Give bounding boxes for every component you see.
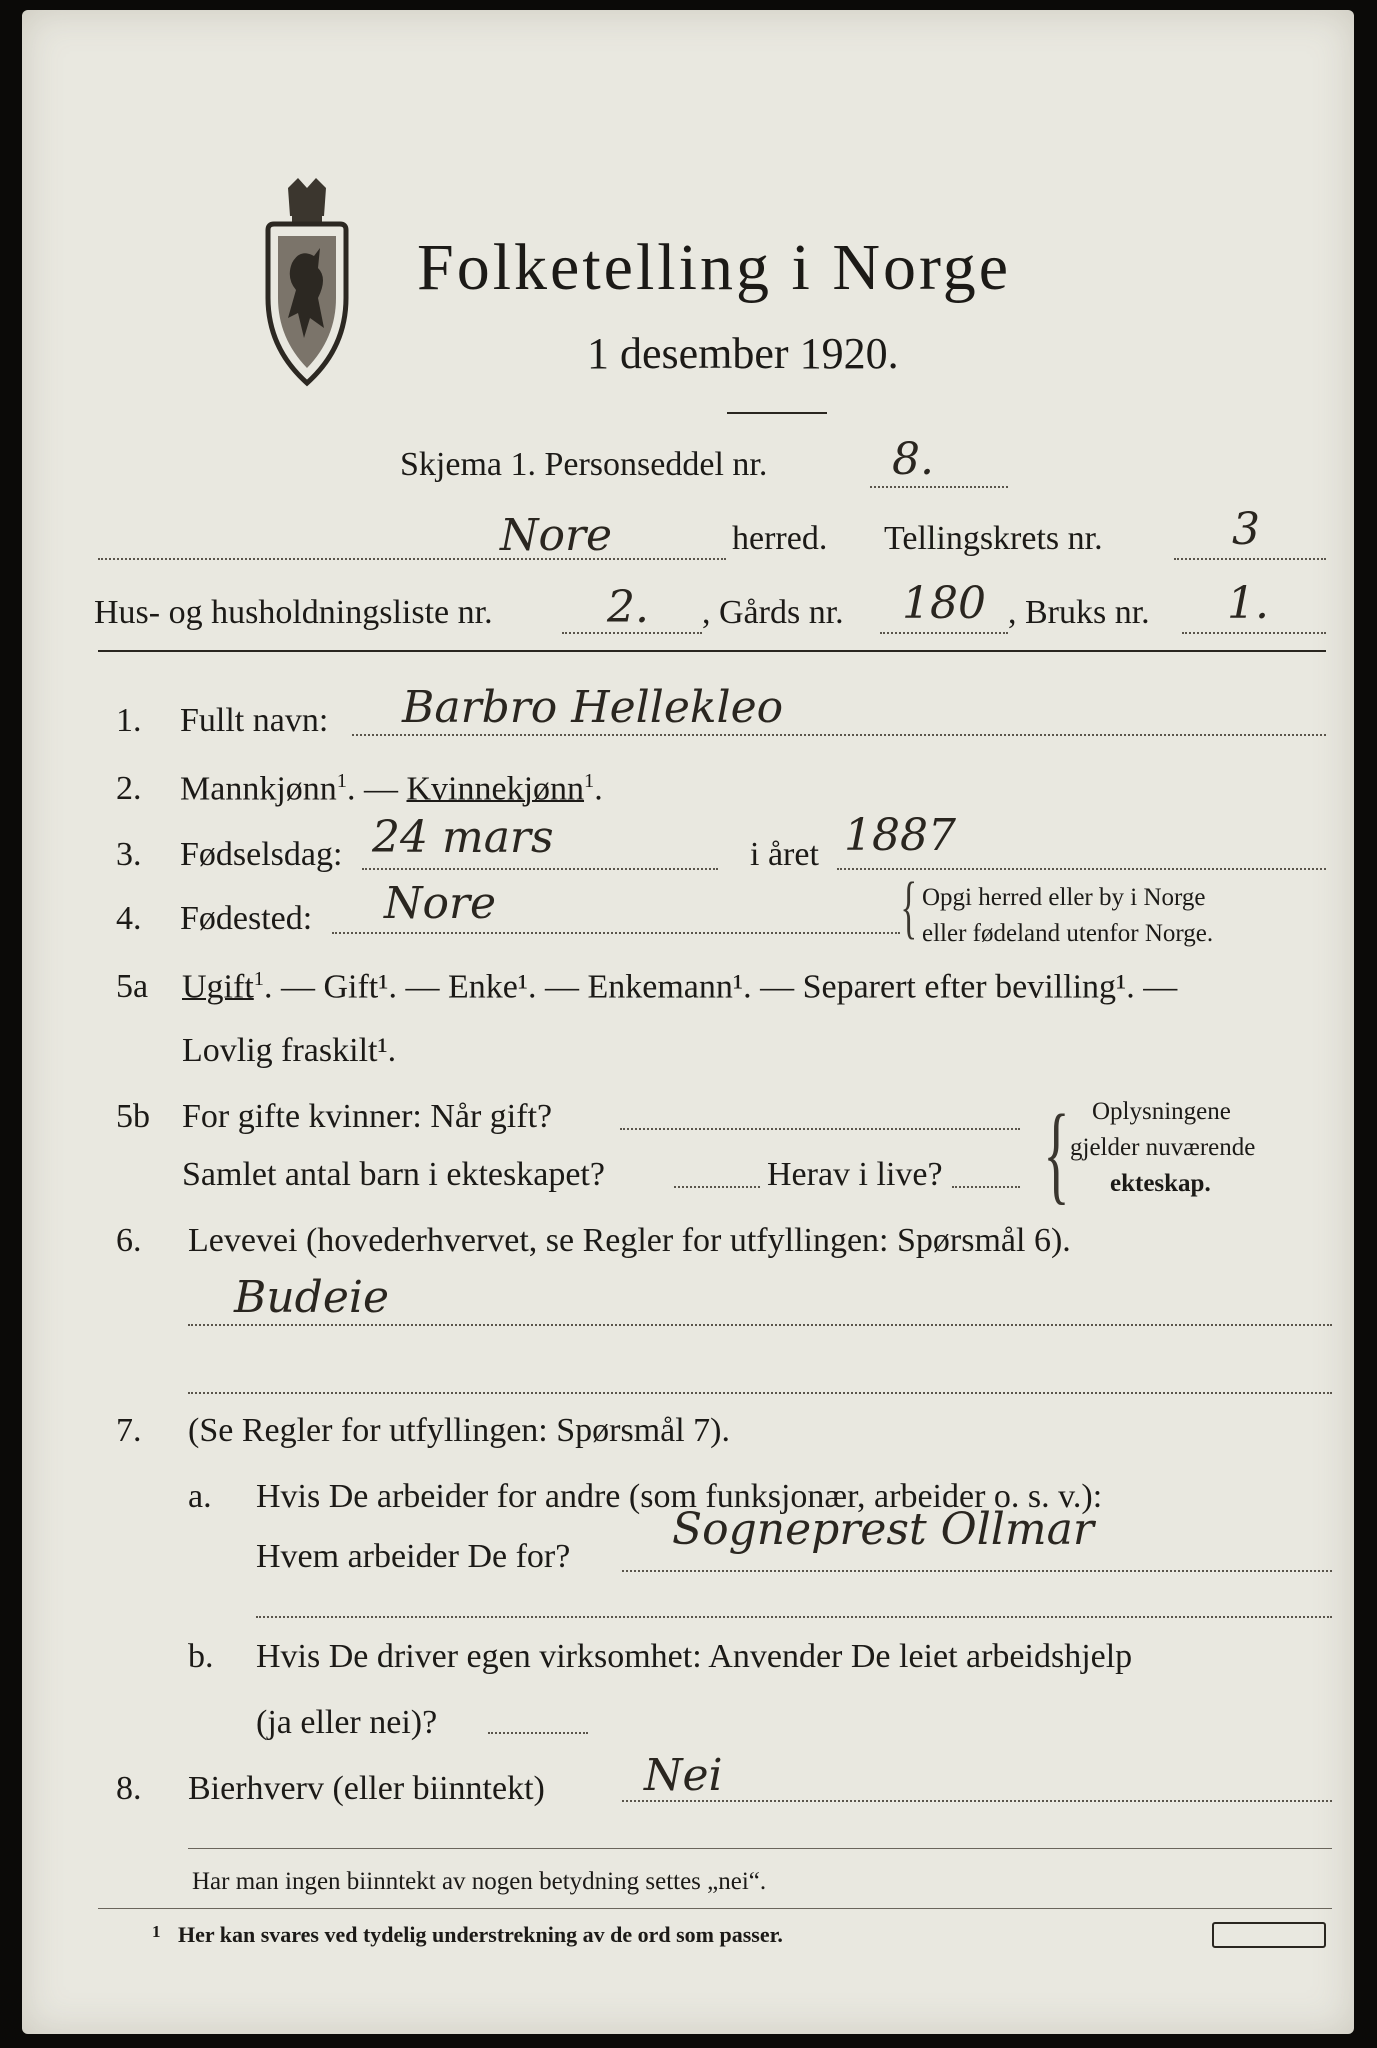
gards-value[interactable]: 180 — [902, 578, 986, 629]
q5b-line1: For gifte kvinner: Når gift? — [182, 1098, 553, 1135]
gards-label: , Gårds nr. — [702, 594, 844, 631]
q7-number: 7. — [116, 1412, 142, 1449]
separator: . — [594, 770, 603, 808]
herred-line — [98, 558, 726, 560]
arbeidshjelp-line[interactable] — [488, 1732, 588, 1734]
option-kvinnekjonn-selected[interactable]: Kvinnekjønn — [406, 770, 585, 808]
separator: — — [355, 770, 407, 808]
q7b-number: b. — [188, 1638, 214, 1675]
side-income-value[interactable]: Nei — [644, 1750, 723, 1801]
q4-label: Fødested: — [180, 900, 313, 937]
personseddel-value[interactable]: 8. — [892, 434, 934, 485]
antal-barn-line[interactable] — [674, 1186, 760, 1188]
q7a-line1: Hvis De arbeider for andre (som funksjonær, arbeider o. s. v.): — [256, 1478, 1103, 1515]
title-divider — [727, 412, 827, 414]
herred-value[interactable]: Nore — [500, 510, 613, 561]
skjema-label: Skjema 1. Personseddel nr. — [400, 446, 768, 483]
q6-label: Levevei (hovederhvervet, se Regler for utfyllingen: Spørsmål 6). — [188, 1222, 1071, 1259]
q5b-note2: gjelder nuværende — [1070, 1134, 1256, 1161]
bruks-line — [1182, 632, 1326, 634]
q8-number: 8. — [116, 1770, 142, 1807]
q5b-note1: Oplysningene — [1092, 1098, 1231, 1125]
tellingskrets-label: Tellingskrets nr. — [884, 520, 1103, 557]
q3-number: 3. — [116, 836, 142, 873]
birthplace-value[interactable]: Nore — [384, 878, 497, 929]
q4-note-line1: Opgi herred eller by i Norge — [922, 884, 1206, 911]
option-ugift-selected[interactable]: Ugift — [182, 968, 254, 1006]
q2-number: 2. — [116, 770, 142, 807]
q1-label: Fullt navn: — [180, 702, 329, 739]
q6-number: 6. — [116, 1222, 142, 1259]
aaret-label: i året — [750, 836, 819, 873]
footnote-mark: 1 — [584, 770, 595, 792]
option-lovlig-fraskilt[interactable]: Lovlig fraskilt¹. — [182, 1032, 397, 1069]
employer-line2 — [256, 1616, 1332, 1618]
q5a-options: Ugift$^1$. — Gift¹. — Enke¹. — Enkemann¹. — Separert efter bevilling¹. — — [182, 968, 1178, 1006]
census-date: 1 desember 1920. — [587, 329, 899, 378]
printer-stamp — [1212, 1922, 1326, 1948]
q5a-number: 5a — [116, 968, 149, 1005]
footnote-divider — [98, 1908, 1332, 1909]
footnote-number: 1 — [152, 1922, 161, 1941]
header-rule — [98, 650, 1326, 652]
q6-line2 — [188, 1392, 1332, 1394]
q7-label: (Se Regler for utfyllingen: Spørsmål 7). — [188, 1412, 731, 1449]
footer-note: Har man ingen biinntekt av nogen betydning settes „nei“. — [192, 1868, 767, 1895]
q4-number: 4. — [116, 900, 142, 937]
personseddel-line — [870, 486, 1008, 488]
form-title: Folketelling i Norge — [417, 231, 1012, 304]
coat-of-arms-icon — [248, 178, 366, 388]
gards-line — [880, 632, 1008, 634]
bruks-value[interactable]: 1. — [1227, 578, 1269, 629]
husholdningsliste-value[interactable]: 2. — [607, 582, 649, 633]
option-mannkjonn[interactable]: Mannkjønn — [180, 770, 337, 808]
footnote-text: Her kan svares ved tydelig understrekning av de ord som passer. — [178, 1922, 783, 1947]
naar-gift-line[interactable] — [620, 1128, 1020, 1130]
q4-note-line2: eller fødeland utenfor Norge. — [922, 920, 1214, 947]
bruks-label: , Bruks nr. — [1008, 594, 1150, 631]
employer-line — [622, 1570, 1332, 1572]
full-name-value[interactable]: Barbro Hellekleo — [402, 682, 784, 733]
q5b-note3: ekteskap. — [1110, 1170, 1211, 1197]
q4-line — [332, 932, 900, 934]
q2-options — [180, 770, 603, 808]
herav-i-live-line[interactable] — [952, 1186, 1020, 1188]
q8-label: Bierhverv (eller biinntekt) — [188, 1770, 545, 1807]
herred-label: herred. — [732, 520, 828, 557]
q5b-line2b: Herav i live? — [767, 1156, 943, 1193]
q6-line1 — [188, 1324, 1332, 1326]
birthday-value[interactable]: 24 mars — [372, 812, 554, 863]
q7a-number: a. — [188, 1478, 212, 1515]
q8-line — [622, 1800, 1332, 1802]
q5b-number: 5b — [116, 1098, 150, 1135]
q1-line — [352, 734, 1326, 736]
tellingskrets-value[interactable]: 3 — [1232, 504, 1260, 555]
q5b-line2a: Samlet antal barn i ekteskapet? — [182, 1156, 605, 1193]
brace: { — [900, 869, 918, 946]
q7a-line2: Hvem arbeider De for? — [256, 1538, 571, 1575]
q3-label: Fødselsdag: — [180, 836, 343, 873]
birth-year-value[interactable]: 1887 — [844, 810, 956, 861]
separator: . — [346, 770, 356, 808]
husholdningsliste-label: Hus- og husholdningsliste nr. — [94, 594, 493, 631]
tellingskrets-line — [1174, 558, 1326, 560]
q7b-line2: (ja eller nei)? — [256, 1704, 438, 1741]
occupation-value[interactable]: Budeie — [234, 1272, 389, 1323]
census-form — [22, 10, 1354, 2034]
q3-line — [362, 868, 718, 870]
employer-value[interactable]: Sogneprest Ollmar — [672, 1504, 1094, 1555]
footnote-mark: 1 — [336, 770, 347, 792]
footer-divider — [188, 1848, 1332, 1849]
brace: { — [1043, 1092, 1070, 1214]
q1-number: 1. — [116, 702, 142, 739]
q7b-line1: Hvis De driver egen virksomhet: Anvender De leiet arbeidshjelp — [256, 1638, 1133, 1675]
q5a-other-options[interactable]: . — Gift¹. — Enke¹. — Enkemann¹. — Separert efter bevilling¹. — — [263, 968, 1178, 1006]
